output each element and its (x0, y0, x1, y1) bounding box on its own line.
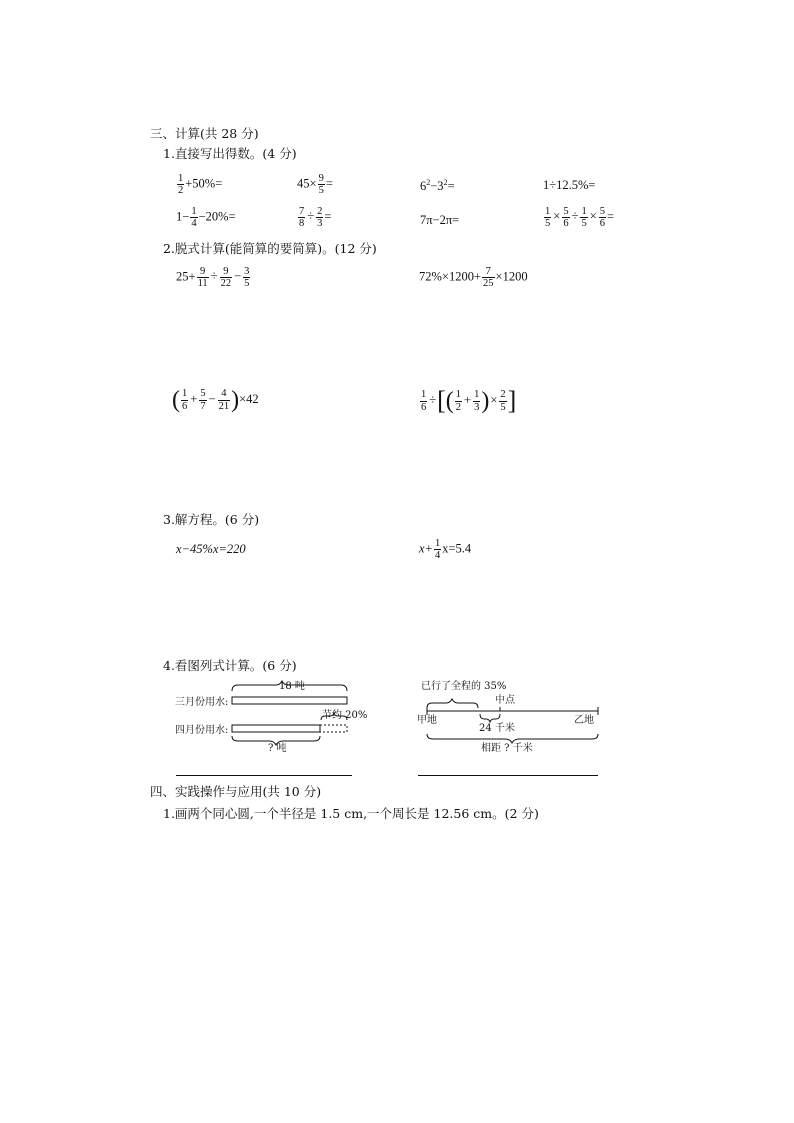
q1-item-c: $6^2-3^2=$ (420, 178, 455, 194)
saving-percent-label: 节约 20% (322, 710, 368, 721)
q1-item-e: 1− $\frac{1}{4}$ −20%= (176, 206, 236, 230)
q3-title: 3.解方程。(6 分) (163, 512, 260, 527)
q2-title: 2.脱式计算(能简算的要简算)。(12 分) (163, 241, 377, 256)
distance-24km-label: 24 千米 (479, 723, 515, 734)
midpoint-label: 中点 (495, 695, 515, 706)
point-a-label: 甲地 (417, 715, 437, 726)
march-water-label: 三月份用水: (175, 697, 229, 708)
q1-item-g: 7π−2π= (420, 213, 460, 227)
point-b-label: 乙地 (574, 715, 594, 726)
q4-title: 4.看图列式计算。(6 分) (163, 658, 297, 673)
q1-item-d: 1÷12.5%= (543, 178, 596, 192)
section-4-title: 四、实践操作与应用(共 10 分) (150, 784, 322, 799)
april-water-label: 四月份用水: (175, 725, 229, 736)
q2-expr-2: 72%×1200+ $\frac{7}{25}$ ×1200 (419, 266, 528, 290)
q3-equation-1: x−45%x=220 (176, 542, 246, 556)
april-unknown-label: ? 吨 (268, 743, 287, 754)
traveled-percent-label: 已行了全程的 35% (421, 681, 507, 692)
water-diagram-lines (220, 680, 420, 770)
total-distance-label: 相距 ? 千米 (481, 743, 533, 754)
section-3-title: 三、计算(共 28 分) (150, 126, 259, 141)
q2-expr-1: 25+ $\frac{9}{11}$ ÷ $\frac{9}{22}$ − $\frac{3}{5}$ (176, 266, 250, 290)
q3-equation-2: x+ $\frac{1}{4}$ x=5.4 (419, 538, 472, 562)
answer-line-1[interactable] (176, 775, 352, 776)
q2-expr-3: ( $\frac{1}{6}$ + $\frac{5}{7}$ − $\frac{4}{21}$ )×42 (172, 387, 259, 413)
s4-q1-text: 1.画两个同心圆,一个半径是 1.5 cm,一个周长是 12.56 cm。(2 分) (163, 806, 539, 821)
water-total-label: 18 吨 (279, 681, 305, 692)
q1-item-a: $\frac{1}{2}$ +50%= (178, 173, 223, 197)
q1-item-b: 45× $\frac{9}{5}$ = (297, 173, 333, 197)
answer-line-2[interactable] (418, 775, 598, 776)
q2-expr-4: $\frac{1}{6}$ ÷[( $\frac{1}{2}$ + $\frac{1}{3}$ )× $\frac{2}{5}$ ] (421, 386, 517, 415)
q1-item-f: $\frac{7}{8}$ ÷ $\frac{2}{3}$ = (299, 206, 332, 230)
q1-title: 1.直接写出得数。(4 分) (163, 146, 297, 161)
q1-item-h: $\frac{1}{5}$ × $\frac{5}{6}$ ÷ $\frac{1}{5}$ × $\frac{5}{6}$ = (545, 206, 615, 230)
